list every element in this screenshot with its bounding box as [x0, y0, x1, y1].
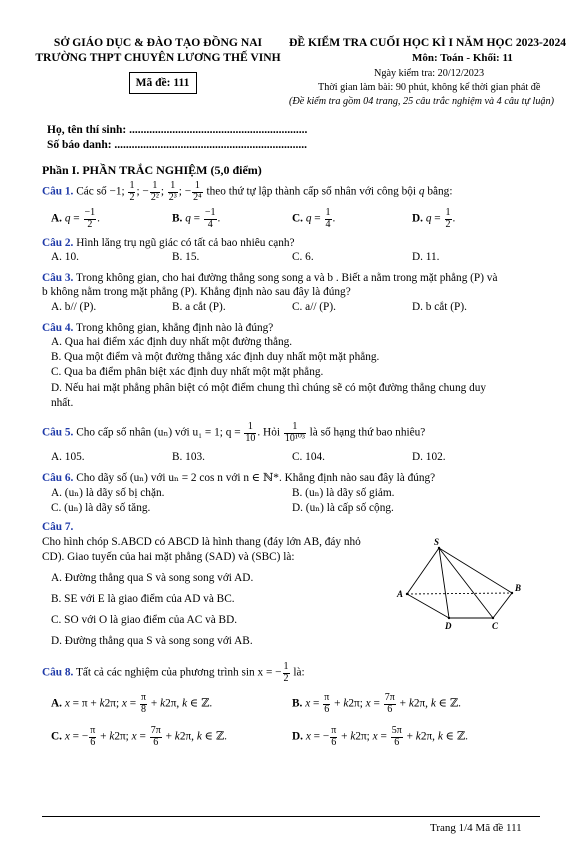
q8-option-a[interactable]: A. x = π + k2π; x = $\frac{\pi}{8}$ + k2π, k ∈ ℤ. [51, 692, 213, 715]
question-label: Câu 5. [42, 426, 74, 439]
question-label: Câu 2. [42, 237, 74, 249]
page-footer: Trang 1/4 Mã đề 111 [430, 822, 522, 834]
question-label: Câu 6. [42, 472, 74, 484]
student-id-field: Số báo danh: ................................................................... [47, 139, 308, 151]
q2-option-a[interactable]: A. 10. [51, 251, 79, 263]
footer-divider [42, 816, 540, 817]
question-4 [42, 322, 273, 336]
q1-text-end: bằng: [427, 185, 453, 198]
q7-option-b[interactable]: B. SE với E là giao điểm của AD và BC. [51, 593, 235, 605]
q1-option-d[interactable]: D. q = $\frac{1}{2}$ . [412, 207, 456, 230]
q6-option-a[interactable]: A. (uₙ) là dãy số bị chặn. [51, 487, 165, 499]
q2-option-b[interactable]: B. 15. [172, 251, 200, 263]
q7-option-d[interactable]: D. Đường thẳng qua S và song song với AB. [51, 635, 253, 647]
exam-title: ĐỀ KIỂM TRA CUỐI HỌC KÌ I NĂM HỌC 2023-2024 [289, 36, 567, 49]
q5-option-b[interactable]: B. 103. [172, 451, 205, 463]
q8-option-b[interactable]: B. x = $\frac{\pi}{6}$ + k2π; x = $\frac{7\pi}{6}$ + k2π, k ∈ ℤ. [292, 692, 461, 715]
exam-duration: Thời gian làm bài: 90 phút, không kể thời gian phát đề [318, 82, 541, 93]
question-label: Câu 4. [42, 322, 74, 334]
q8-text-end: là: [293, 666, 305, 679]
edge-sb [439, 548, 512, 593]
question-2 [42, 237, 295, 251]
question-label: Câu 1. [42, 185, 74, 198]
edge-ad [407, 594, 449, 618]
q1-option-b[interactable]: B. q = $\frac{-1}{4}$ . [172, 207, 221, 230]
q1-text-mid: theo thứ tự lập thành cấp số nhân với công bội [206, 185, 417, 198]
q1-var: q [418, 185, 425, 198]
q7-option-a[interactable]: A. Đường thẳng qua S và song song với AD. [51, 572, 254, 584]
q3-option-a[interactable]: A. b// (P). [51, 301, 97, 313]
question-6 [42, 472, 435, 486]
fraction: $\frac{1}{\text{2³}}$ [168, 180, 177, 203]
fraction: $\frac{1}{2}$ [129, 180, 135, 203]
exam-date: Ngày kiểm tra: 20/12/2023 [374, 68, 485, 79]
q2-option-d[interactable]: D. 11. [412, 251, 440, 263]
q3-text-line1: Trong không gian, cho hai đường thẳng song song a và b . Biết a nằm trong mặt phẳng (P) và [76, 272, 498, 284]
q1-option-c[interactable]: C. q = $\frac{1}{4}$ . [292, 207, 336, 230]
q3-text-line2: b không nằm trong mặt phẳng (P). Khẳng định nào sau đây là đúng? [42, 286, 351, 298]
fraction: $\frac{1}{\text{10¹⁰³}}$ [284, 421, 305, 444]
q5-option-d[interactable]: D. 102. [412, 451, 446, 463]
q8-option-d[interactable]: D. x = − $\frac{\pi}{6}$ + k2π; x = $\frac{5\pi}{6}$ + k2π, k ∈ ℤ. [292, 725, 468, 748]
q6-text: Cho dãy số (uₙ) với uₙ = 2 cos n với n ∈ ℕ*. Khẳng định nào sau đây là đúng? [76, 472, 436, 484]
option-letter: C. [292, 212, 303, 225]
exam-note: (Đề kiểm tra gồm 04 trang, 25 câu trắc nghiệm và 4 câu tự luận) [289, 96, 555, 107]
q2-option-c[interactable]: C. 6. [292, 251, 314, 263]
q8-option-c[interactable]: C. x = − $\frac{\pi}{6}$ + k2π; x = $\frac{7\pi}{6}$ + k2π, k ∈ ℤ. [51, 725, 227, 748]
student-name-field: Họ, tên thí sinh: .............................................................. [47, 124, 308, 136]
fraction: $\frac{1}{2}$ [283, 661, 289, 684]
part1-title: Phần I. PHẦN TRẮC NGHIỆM (5,0 điểm) [42, 163, 262, 177]
q1-text-start: Các số −1; [76, 185, 125, 198]
label-s: S [434, 538, 440, 547]
q5-option-c[interactable]: C. 104. [292, 451, 325, 463]
q5-text-end: là số hạng thứ bao nhiêu? [309, 426, 426, 439]
fraction: $\frac{1}{\text{2⁴}}$ [193, 180, 202, 203]
q7-option-c[interactable]: C. SO với O là giao điểm của AC và BD. [51, 614, 238, 626]
q3-option-b[interactable]: B. a cắt (P). [172, 301, 226, 313]
q5-text-mid: . Hỏi [257, 426, 280, 439]
department-name: SỞ GIÁO DỤC & ĐÀO TẠO ĐỒNG NAI [53, 36, 263, 49]
q7-text-line2: CD). Giao tuyến của hai mặt phẳng (SAD) và (SBC) là: [42, 551, 295, 563]
option-letter: B. [172, 212, 183, 225]
q3-option-c[interactable]: C. a// (P). [292, 301, 336, 313]
option-letter: D. [412, 212, 423, 225]
question-7-label: Câu 7. [42, 521, 74, 533]
edge-sa [407, 548, 439, 594]
question-label: Câu 3. [42, 272, 74, 284]
exam-code: Mã đề: 111 [135, 77, 190, 89]
label-c: C [492, 621, 499, 631]
q6-option-c[interactable]: C. (uₙ) là dãy số tăng. [51, 502, 151, 514]
question-3 [42, 272, 497, 286]
q7-text-line1: Cho hình chóp S.ABCD có ABCD là hình thang (đáy lớn AB, đáy nhỏ [42, 536, 361, 548]
pyramid-figure [395, 538, 530, 633]
question-label: Câu 8. [42, 666, 74, 679]
q5-option-a[interactable]: A. 105. [51, 451, 85, 463]
q4-text: Trong không gian, khẳng định nào là đúng? [76, 322, 274, 334]
fraction: $\frac{1}{\text{2²}}$ [150, 180, 159, 203]
q2-text: Hình lăng trụ ngũ giác có tất cả bao nhiêu cạnh? [76, 237, 295, 249]
school-name: TRƯỜNG THPT CHUYÊN LƯƠNG THẾ VINH [35, 51, 281, 64]
q4-option-b[interactable]: B. Qua một điểm và một đường thẳng xác định duy nhất một mặt phẳng. [51, 351, 380, 363]
exam-subject: Môn: Toán - Khối: 11 [412, 52, 513, 64]
q8-text-start: Tất cả các nghiệm của phương trình sin x = − [76, 666, 282, 679]
edge-ab-hidden [407, 593, 512, 594]
q6-option-d[interactable]: D. (uₙ) là cấp số cộng. [292, 502, 394, 514]
label-d: D [445, 621, 452, 631]
edge-cb [493, 593, 512, 618]
question-5 [42, 422, 425, 444]
fraction: $\frac{1}{10}$ [245, 421, 256, 444]
option-letter: A. [51, 212, 62, 225]
q4-option-c[interactable]: C. Qua ba điểm phân biệt xác định duy nhất một mặt phẳng. [51, 366, 324, 378]
question-8 [42, 662, 305, 684]
q6-option-b[interactable]: B. (uₙ) là dãy số giảm. [292, 487, 395, 499]
q5-text-start: Cho cấp số nhân (uₙ) với u₁ = 1; q = [76, 426, 241, 439]
q4-option-d-cont: nhất. [51, 397, 74, 409]
q1-option-a[interactable]: A. q = $\frac{-1}{2}$ . [51, 207, 100, 230]
q3-option-d[interactable]: D. b cắt (P). [412, 301, 467, 313]
label-b: B [515, 583, 522, 593]
q4-option-d[interactable]: D. Nếu hai mặt phẳng phân biệt có một điểm chung thì chúng sẽ có một đường thẳng chung duy [51, 382, 487, 394]
question-1: Câu 1. Các số −1; $\frac{1}{2}$ ; − $\frac{1}{\text{2²}}$ ; $\frac{1}{\text{2³}}$ ; − $\frac{1}{\text{2⁴}}$ theo thứ tự lập thành cấp số nhân với công bội q bằng: [42, 180, 453, 203]
label-a: A [397, 589, 404, 599]
q4-option-a[interactable]: A. Qua hai điểm xác định duy nhất một đường thẳng. [51, 336, 293, 348]
